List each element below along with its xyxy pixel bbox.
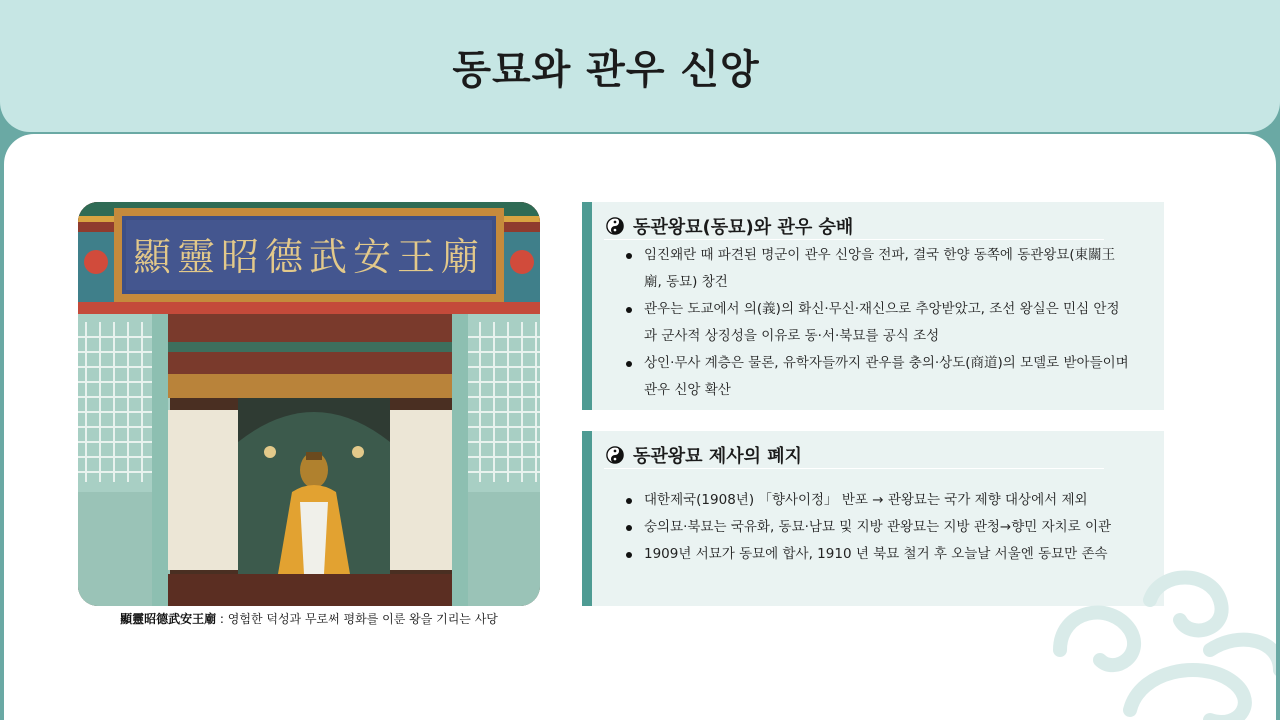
cloud-swirl-icon bbox=[1040, 560, 1276, 720]
bullet-list bbox=[622, 242, 1132, 404]
list-item: 1909년 서묘가 동묘에 합사, 1910 년 북묘 철거 후 오늘날 서울엔 동묘만 존속 bbox=[622, 541, 1132, 568]
panel-title bbox=[606, 213, 853, 239]
caption-title: 顯靈昭德武安王廟 bbox=[120, 612, 217, 626]
divider bbox=[604, 239, 1104, 240]
list-item: 임진왜란 때 파견된 명군이 관우 신앙을 전파, 결국 한양 동쪽에 동관왕묘(東關王廟, 동묘) 창건 bbox=[622, 242, 1132, 296]
yin-yang-icon bbox=[606, 217, 624, 235]
info-panel-worship bbox=[582, 202, 1164, 410]
panel-title-text: 동관왕묘(동묘)와 관우 숭배 bbox=[633, 217, 854, 238]
panel-title bbox=[606, 442, 802, 468]
list-item: 대한제국(1908년) 「향사이정」 반포 → 관왕묘는 국가 제향 대상에서 제외 bbox=[622, 487, 1132, 514]
caption-text: : 영험한 덕성과 무로써 평화를 이룬 왕을 기리는 사당 bbox=[216, 612, 498, 626]
content-area bbox=[4, 134, 1276, 720]
list-item: 숭의묘·북묘는 국유화, 동묘·남묘 및 지방 관왕묘는 지방 관청→향민 자치로 이관 bbox=[622, 514, 1132, 541]
list-item: 관우는 도교에서 의(義)의 화신·무신·재신으로 추앙받았고, 조선 왕실은 민심 안정과 군사적 상징성을 이유로 동·서·북묘를 공식 조성 bbox=[622, 296, 1132, 350]
yin-yang-icon bbox=[606, 446, 624, 464]
page-title: 동묘와 관우 신앙 bbox=[452, 47, 760, 93]
plaque-text: 顯靈昭德武安王廟 bbox=[132, 235, 486, 279]
shrine-photo bbox=[78, 202, 540, 606]
divider bbox=[604, 468, 1104, 469]
bullet-list bbox=[622, 487, 1132, 568]
header-bar bbox=[0, 0, 1280, 132]
panel-title-text: 동관왕묘 제사의 폐지 bbox=[633, 446, 803, 467]
list-item: 상인·무사 계층은 물론, 유학자들까지 관우를 충의·상도(商道)의 모델로 받아들이며 관우 신앙 확산 bbox=[622, 350, 1132, 404]
photo-caption bbox=[78, 610, 540, 627]
